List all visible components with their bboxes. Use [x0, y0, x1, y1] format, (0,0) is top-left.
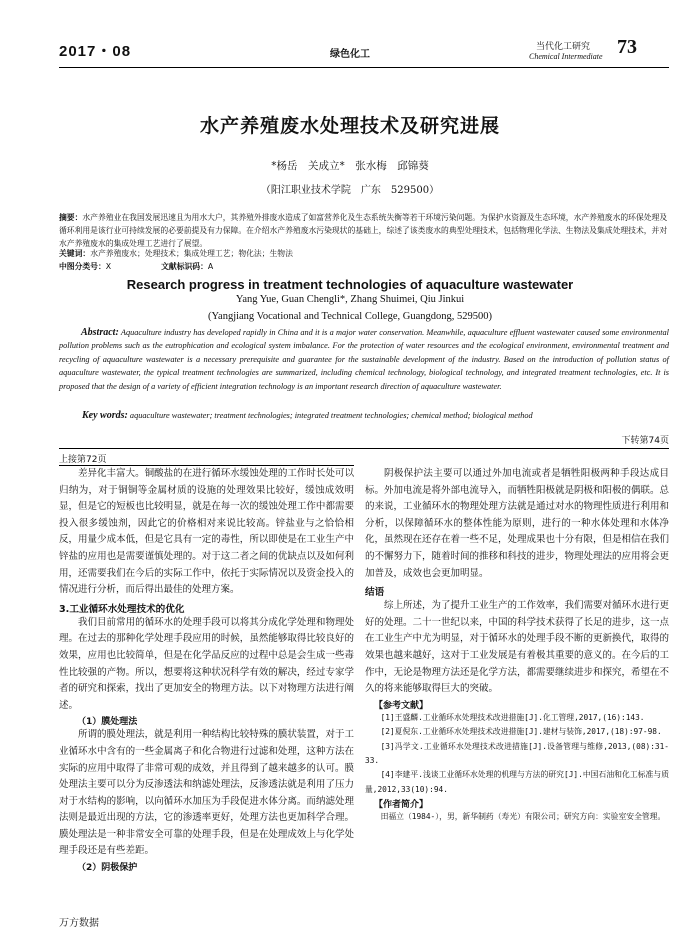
body-column-left	[59, 466, 354, 873]
reference-item: [2]夏倪东.工业循环水处理技术改进措施[J].建材与装饰,2017,(18):97-98.	[380, 727, 662, 737]
header-divider	[59, 67, 669, 68]
english-abstract-label: Abstract:	[81, 327, 119, 338]
reference-item: [3]冯学文.工业循环水处理技术改进措施[J].设备管理与维修,2013,(08):31-33.	[365, 741, 669, 765]
english-keywords-text: aquaculture wastewater; treatment technologies; integrated treatment technologies; chemical method; biological method	[129, 411, 533, 420]
reference-item: [4]李建平.浅谈工业循环水处理的机理与方法的研究[J].中国石油和化工标准与质量,2012,33(10):94.	[365, 770, 669, 794]
keywords-text: 水产养殖废水；处理技术；集成处理工艺；物化法；生物法	[90, 249, 293, 258]
author-bio-heading: 【作者简介】	[374, 800, 429, 811]
classification-line	[59, 261, 669, 272]
continued-from-note: 上接第72页	[59, 455, 107, 465]
issue-date: 2017・08	[59, 43, 132, 60]
clc-value: X	[105, 262, 112, 271]
section-heading: 3.工业循环水处理技术的优化	[59, 603, 185, 615]
article-divider	[59, 448, 669, 449]
doc-code-value: A	[207, 262, 214, 271]
section-name: 绿色化工	[330, 49, 370, 60]
english-title: Research progress in treatment technologies of aquaculture wastewater	[126, 277, 574, 292]
article-title: 水产养殖废水处理技术及研究进展	[199, 115, 500, 137]
english-keywords-label: Key words:	[82, 410, 128, 421]
abstract-text: 水产养殖业在我国发展迅速且为用水大户，其养殖外排废水造成了如富营养化及生态系统失衡等若干环境污染问题。为保护水资源及生态环境，水产养殖废水的环保处理及循环利用是该行业可持续发展的必要前提及有力保障。在介绍水产养殖废水污染现状的基础上，综述了该类废水的典型处理技术，包括物理化学法、生物法及集成处理技术，并对水产养殖废水的集成处理工艺进行了展望。	[59, 213, 668, 248]
abstract-label: 摘要：	[59, 213, 83, 222]
english-authors: Yang Yue, Guan Chengli*, Zhang Shuimei, Qiu Jinkui	[235, 294, 465, 305]
continued-to-note: 下转第74页	[621, 436, 669, 446]
references-heading: 【参考文献】	[374, 700, 429, 711]
paragraph: 综上所述，为了提升工业生产的工作效率，我们需要对循环水进行更好的处理。二十一世纪以来，中国的科学技术获得了长足的进步，这一点在工业生产中尤为明显，对于循环水的处理手段不断的更新换代，取得的效果也越来越好，这对于工业发展是有着极其重要的意义的。在今后的工作中，无论是物理方法还是化学方法，都需要继续进步和探究，希望在不久的将来能够取得巨大的突破。	[365, 600, 670, 695]
paragraph: 我们目前常用的循环水的处理手段可以将其分成化学处理和物理处理。在过去的那种化学处理手段应用的时候，虽然能够取得比较良好的效果，应用也比较简单，但是在化学品反应的过程中总是会生成一些毒性比较强的产物。所以，想要将这种状况科学有效的解决，经过专家学者的研究和探索，找出了更加安全的物理方法。以下对物理方法进行阐述。	[59, 616, 354, 711]
body-column-right	[365, 466, 669, 825]
journal-name-en: Chemical Intermediate	[529, 52, 603, 61]
english-affiliation: (Yangjiang Vocational and Technical College, Guangdong, 529500)	[208, 311, 492, 322]
paragraph: 阴极保护法主要可以通过外加电流或者是牺牲阳极两种手段达成目标。外加电流是将外部电流导入，而牺牲阳极就是阴极和阳极的偶联。总的来说，工业循环水的物理处理方法就是通过对水的物理性质进行利用和分析，以保障循环水的整体性能为原则，进行的一种水体处理和水体净化，虽然现在还存在着一些不足，处理成果也十分有限，但是相信在我们的不懈努力下，随着时间的推移和科技的进步，物理处理法的应用将会更加普及，成效也会更加明显。	[365, 468, 670, 579]
clc-label: 中图分类号：	[59, 262, 106, 271]
page-number: 73	[617, 36, 637, 58]
english-abstract	[59, 326, 669, 393]
section-heading: 结语	[365, 587, 385, 599]
author-bio: 田福立（1984-），男，新华制药（寿光）有限公司；研究方向：实验室安全管理。	[380, 812, 666, 822]
english-keywords	[82, 410, 669, 421]
subsection-heading: （2）阴极保护	[77, 863, 138, 874]
english-abstract-text: Aquaculture industry has developed rapidly in China and it is a major water conservation. Meanwhile, aquaculture effluent wastewater caused some environmental pollution problems such as the eutrophication and ecological system imbalance. For the protection of water resources and the ecological environment, environmental treatment and recycling of aquaculture wastewater is a necessary prerequisite and guarantee for the sustainable development of the industry. Based on the introduction of pollution status of aquaculture wastewater, the typical treatment technologies are summarized, including chemical technology, biological technology, and integrated treatment technologies, etc. It is proposed that the design of a variety of efficient integration technology is an important research direction of aquaculture wastewater.	[59, 328, 669, 391]
keywords-label: 关键词：	[59, 249, 91, 258]
article-authors: *杨岳 关成立* 张水梅 邱锦葵	[271, 160, 429, 172]
paragraph: 差异化丰富大。铜酸盐的在进行循环水缓蚀处理的工作时长处可以归纳为，对于铜铜等金属材质的设施的处理效果比较好，缓蚀成效明显，但是它的短板也比较明显，就是在每一次的缓蚀处理工作中都需要投入很多缓蚀剂，因此它的价格相对来说比较高。锌盐业与之恰恰相反，用量少成本低，但是它具有一定的毒性，所以即使是在工业生产中锌盐的应用也是需要谨慎处理的。对于这二者之间的优缺点以及如何利用，还需要我们在今后的实际工作中，依托于实际情况以及资金投入的情况进行分析，而后得出最佳的处理方案。	[59, 468, 354, 596]
doc-code-label: 文献标识码：	[161, 262, 208, 271]
paragraph: 所谓的膜处理法，就是利用一种结构比较特殊的膜状装置，对于工业循环水中含有的一些金属离子和化合物进行过滤和处理，这种方法在实际的应用中取得了非常可观的成效，并且得到了越来越多的认可。膜处理法主要可以分为反渗透法和纳滤处理法，反渗透法就是利用了压力对于水结构的影响，以向循环水加压为手段促进水体分离。而纳滤处理法则是最近出现的方法，它的渗透率更好，处理方法也更加科学合理。膜处理法是一种非常安全可靠的处理手段，但是在处理成效上与化学处理手段还是有些差距。	[59, 729, 354, 857]
article-affiliation: （阳江职业技术学院 广东 529500）	[260, 185, 440, 196]
footer-brand: 万方数据	[59, 918, 99, 929]
reference-item: [1]王盛麟.工业循环水处理技术改进措施[J].化工管理,2017,(16):143.	[380, 712, 645, 722]
subsection-heading: （1）膜处理法	[77, 717, 138, 728]
journal-name-cn: 当代化工研究	[536, 42, 591, 52]
abstract-cn	[59, 211, 669, 250]
keywords-cn	[59, 248, 669, 259]
